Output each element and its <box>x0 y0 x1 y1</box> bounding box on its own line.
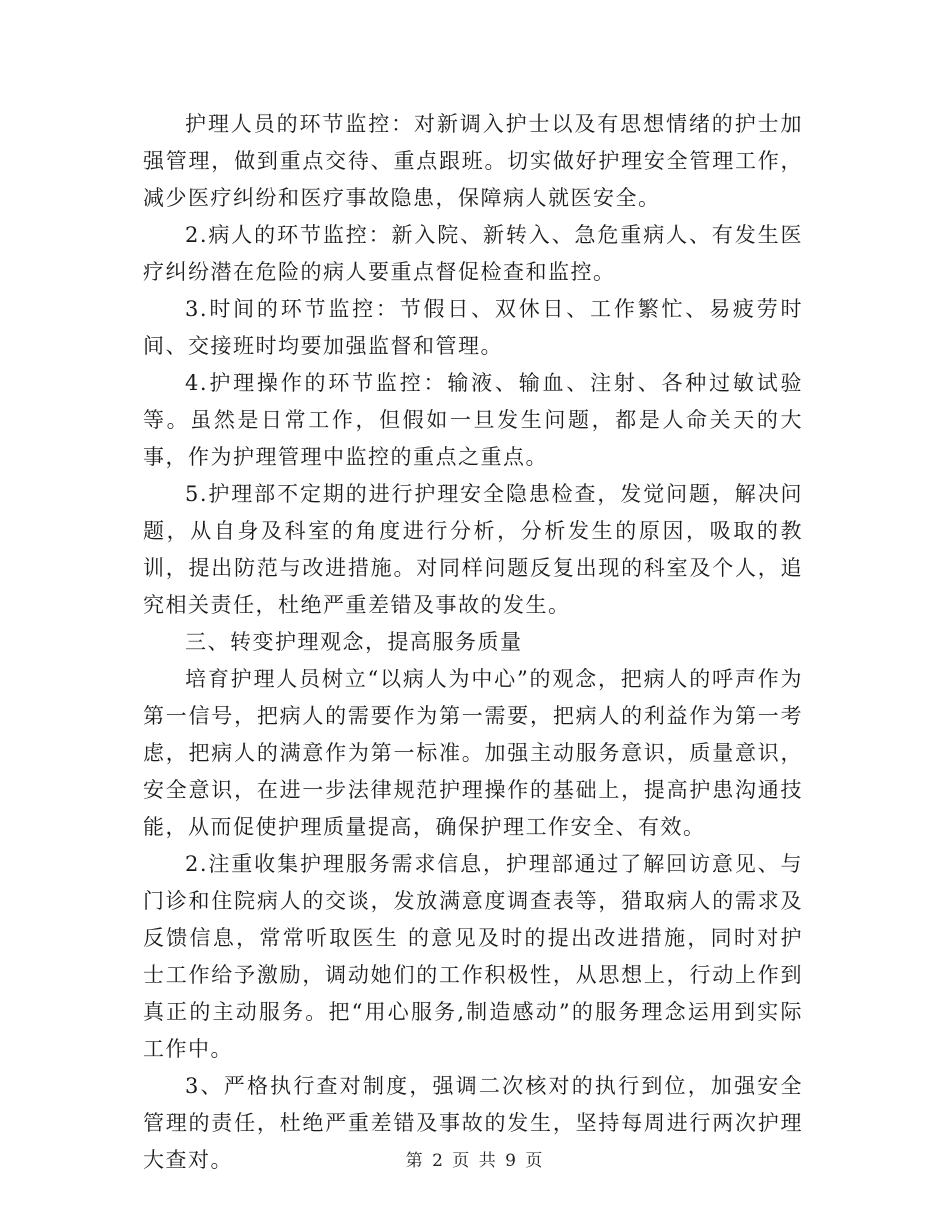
paragraph-check-system: 3、严格执行查对制度，强调二次核对的执行到位，加强安全管理的责任，杜绝严重差错及事故的发生，坚持每周进行两次护理大查对。 <box>143 1074 803 1172</box>
page-number-footer: 第 2 页 共 9 页 <box>405 1151 545 1171</box>
paragraph-operation-monitoring: 4.护理操作的环节监控：输液、输血、注射、各种过敏试验等。虽然是日常工作，但假如一旦发生问题，都是人命关天的大事，作为护理管理中监控的重点之重点。 <box>143 371 803 469</box>
document-body <box>143 106 803 1179</box>
paragraph-nursing-staff-monitoring: 护理人员的环节监控：对新调入护士以及有思想情绪的护士加强管理，做到重点交待、重点跟班。切实做好护理安全管理工作，减少医疗纠纷和医疗事故隐患，保障病人就医安全。 <box>143 112 803 210</box>
paragraph-service-feedback: 2.注重收集护理服务需求信息，护理部通过了解回访意见、与门诊和住院病人的交谈，发放满意度调查表等，猎取病人的需求及反馈信息，常常听取医生 的意见及时的提出改进措施，同时对护士工作给予激励，调动她们的工作积极性，从思想上，行动上作到真正的主动服务。把“用心服务,制造感动”的服务理念运用到实际工作中。 <box>143 852 803 1061</box>
paragraph-patient-centered: 培育护理人员树立“以病人为中心”的观念，把病人的呼声作为第一信号，把病人的需要作为第一需要，把病人的利益作为第一考虑，把病人的满意作为第一标准。加强主动服务意识，质量意识，安全意识，在进一步法律规范护理操作的基础上，提高护患沟通技能，从而促使护理质量提高，确保护理工作安全、有效。 <box>143 667 803 839</box>
paragraph-time-monitoring: 3.时间的环节监控：节假日、双休日、工作繁忙、易疲劳时间、交接班时均要加强监督和管理。 <box>143 297 803 358</box>
paragraph-patient-monitoring: 2.病人的环节监控：新入院、新转入、急危重病人、有发生医疗纠纷潜在危险的病人要重点督促检查和监控。 <box>143 223 803 284</box>
paragraph-safety-inspection: 5.护理部不定期的进行护理安全隐患检查，发觉问题，解决问题，从自身及科室的角度进行分析，分析发生的原因，吸取的教训，提出防范与改进措施。对同样问题反复出现的科室及个人，追究相关责任，杜绝严重差错及事故的发生。 <box>143 482 803 617</box>
section-heading-service-quality: 三、转变护理观念，提高服务质量 <box>185 630 523 654</box>
